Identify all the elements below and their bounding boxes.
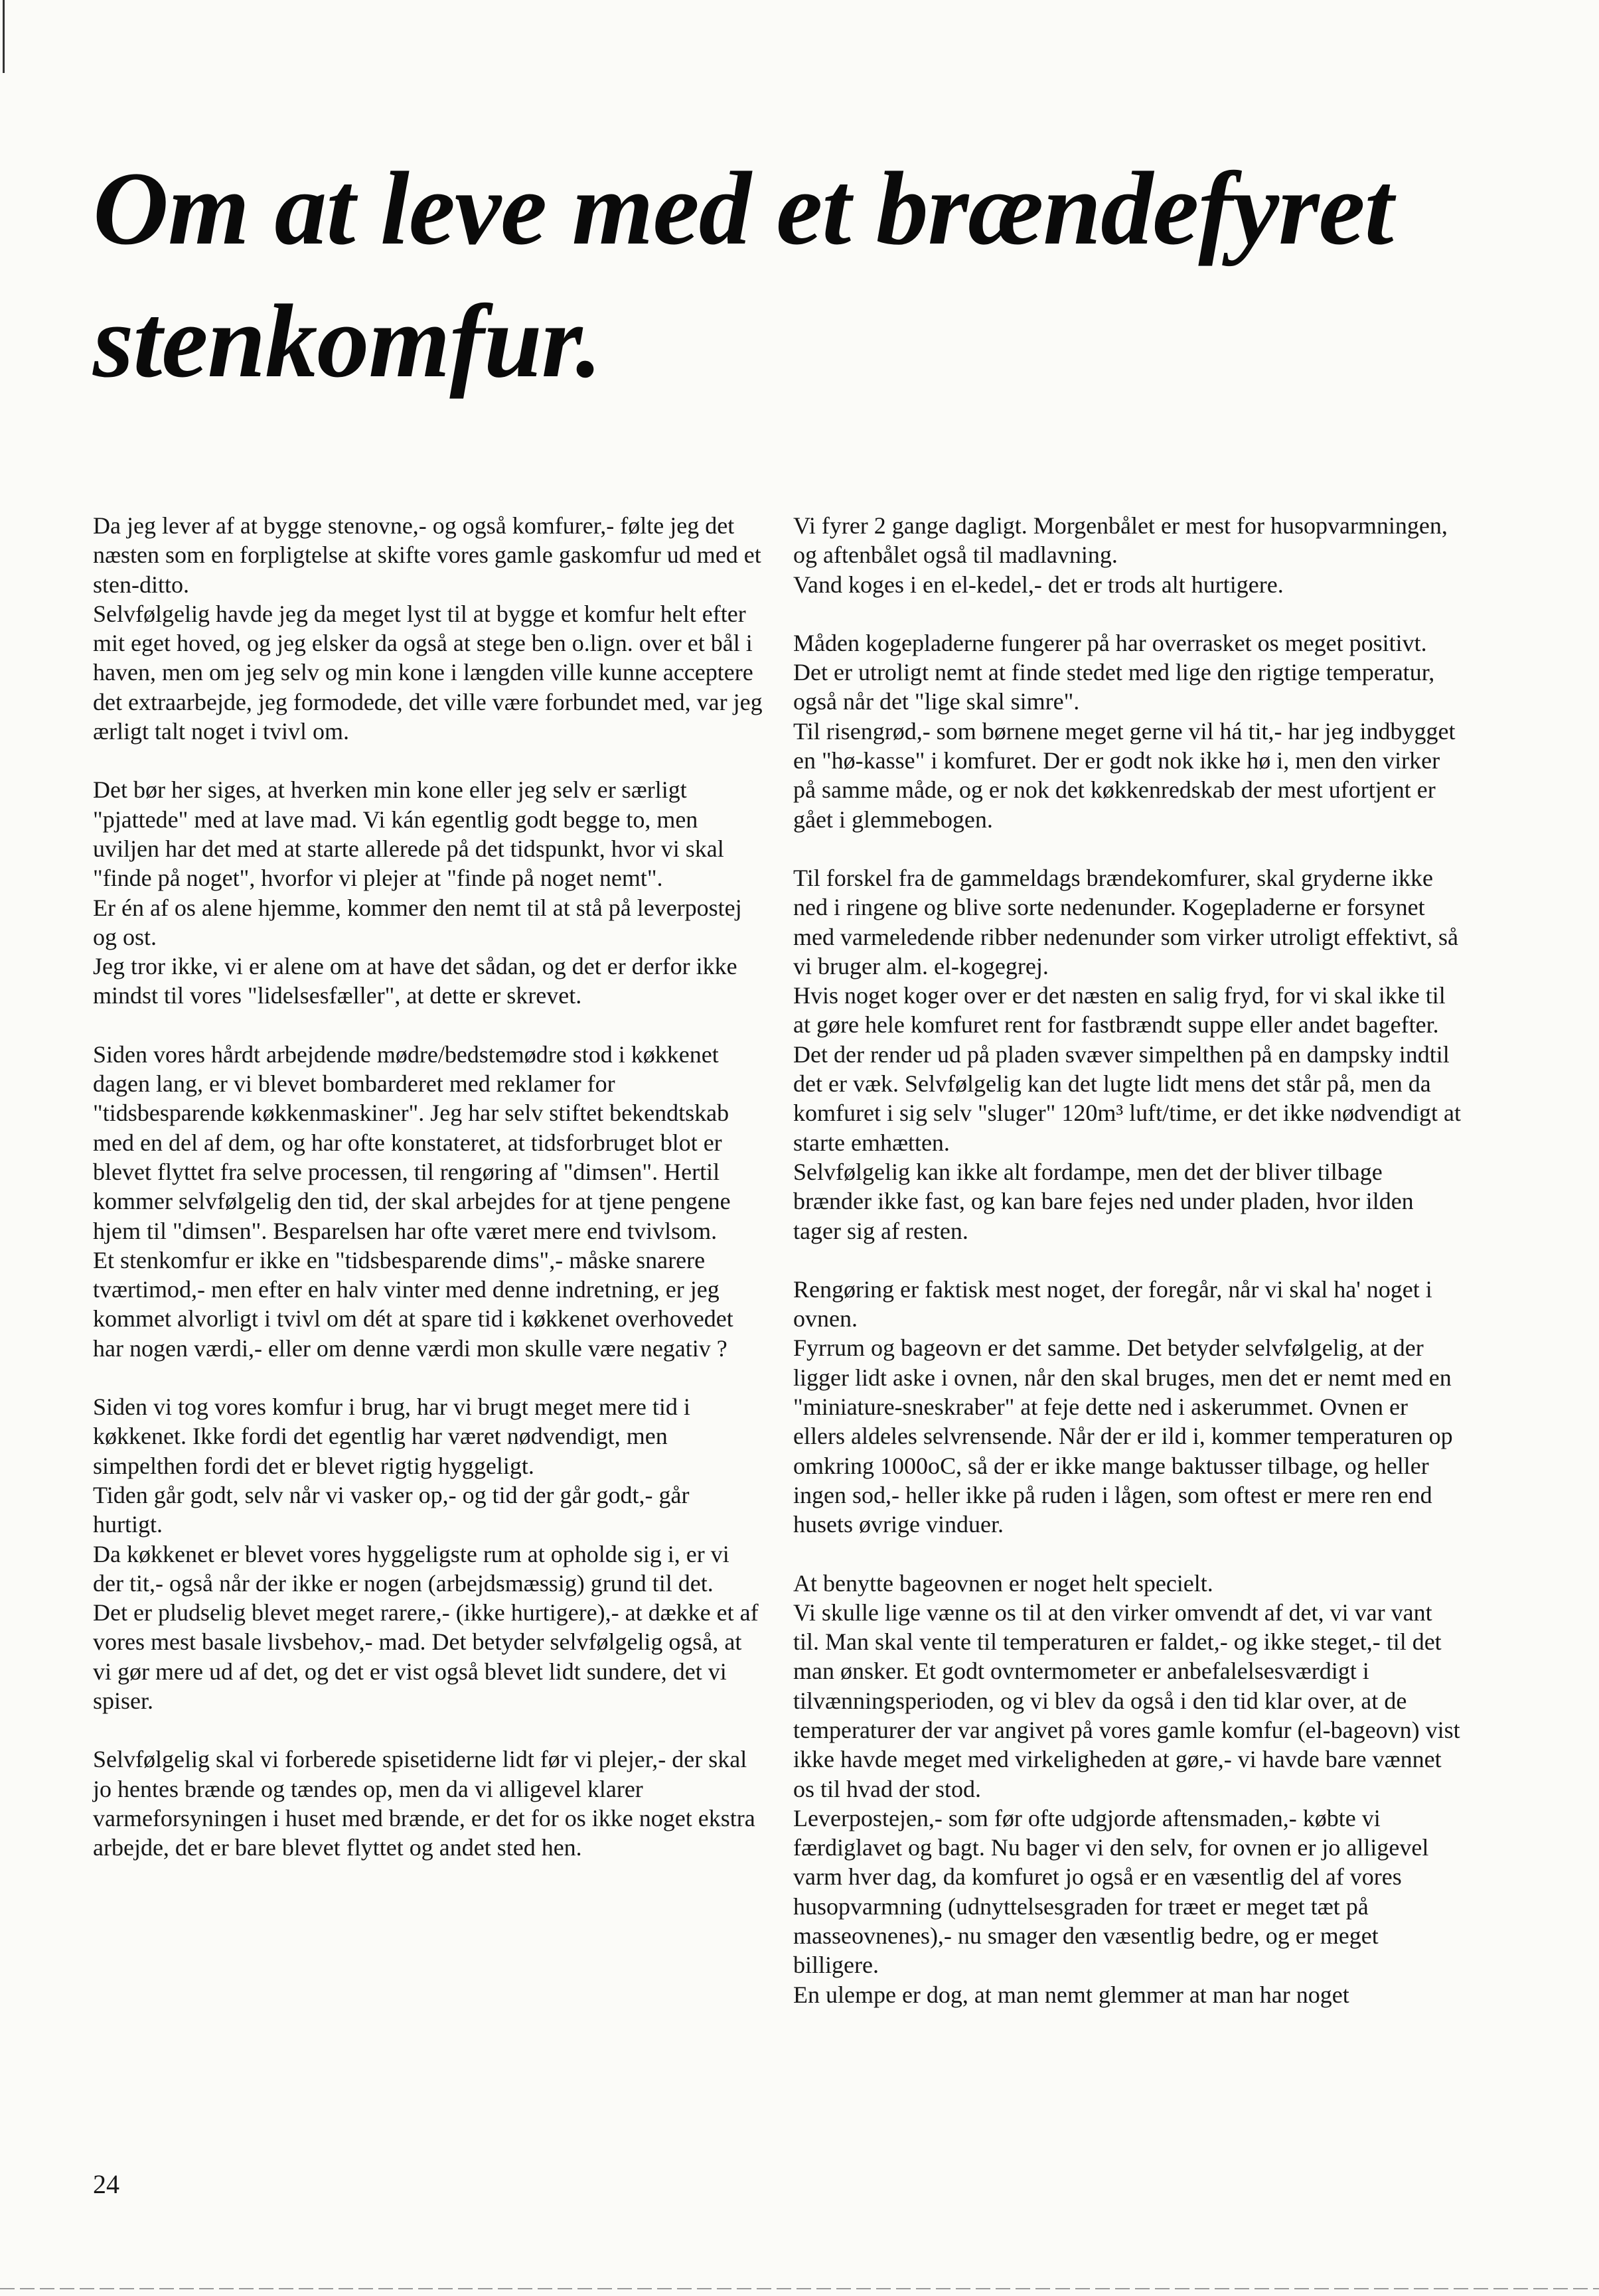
paragraph bbox=[793, 863, 1464, 1246]
text-line: Vand koges i en el-kedel,- det er trods alt hurtigere. bbox=[793, 571, 1284, 598]
page-number: 24 bbox=[93, 2169, 119, 2199]
text-line: Tiden går godt, selv når vi vasker op,- og tid der går godt,- går hurtigt. bbox=[93, 1481, 690, 1538]
paragraph bbox=[93, 1392, 763, 1715]
text-line: Vi skulle lige vænne os til at den virker omvendt af det, vi var vant til. Man skal vente til temperaturen er faldet,- og ikke steget,- til det man ønsker. Et godt ovntermometer er anbefalelsesværdigt i tilvænningsperioden, og vi blev da også i den tid klar over, at de temperaturer der var angivet på vores gamle komfur (el-bageovn) vist ikke havde meget med virkeligheden at gøre,- vi havde bare vænnet os til hvad der stod. bbox=[793, 1599, 1460, 1802]
page-edge-mark bbox=[3, 0, 5, 73]
paragraph bbox=[793, 1569, 1464, 2009]
footer-rule bbox=[0, 2288, 1599, 2289]
text-line: Selvfølgelig kan ikke alt fordampe, men det der bliver tilbage brænder ikke fast, og kan bare fejes ned under pladen, hvor ilden tager sig af resten. bbox=[793, 1158, 1414, 1244]
text-line: Selvfølgelig skal vi forberede spisetiderne lidt før vi plejer,- der skal jo hentes brænde og tændes op, men da vi alligevel klarer varmeforsyningen i huset med brænde, er det for os ikke noget ekstra arbejde, det er bare blevet flyttet og andet sted hen. bbox=[93, 1746, 755, 1861]
text-line: Rengøring er faktisk mest noget, der foregår, når vi skal ha' noget i ovnen. bbox=[793, 1275, 1432, 1332]
text-line: Fyrrum og bageovn er det samme. Det betyder selvfølgelig, at der ligger lidt aske i ovnen, når den skal bruges, men det er nemt med en "miniature-sneskraber" at feje dette ned i askerummet. Ovnen er ellers aldeles selvrensende. Når der er ild i, kommer temperaturen op omkring 1000oC, så der er ikke mange baktusser tilbage, og heller ingen sod,- heller ikke på ruden i lågen, som oftest er mere ren end husets øvrige vinduer. bbox=[793, 1334, 1453, 1538]
paragraph bbox=[793, 511, 1464, 599]
text-line: Det bør her siges, at hverken min kone eller jeg selv er særligt "pjattede" med at lave mad. Vi kán egentlig godt begge to, men uviljen har det med at starte allerede på det tidspunkt, hvor vi skal "finde på noget", hvorfor vi plejer at "finde på noget nemt". bbox=[93, 776, 724, 892]
text-line: Til risengrød,- som børnene meget gerne vil há tit,- har jeg indbygget en "hø-kasse" i komfuret. Der er godt nok ikke hø i, men den virker på samme måde, og er nok det køkkenredskab der mest ufortjent er gået i glemmebogen. bbox=[793, 717, 1456, 833]
text-line: En ulempe er dog, at man nemt glemmer at man har noget bbox=[793, 1981, 1349, 2008]
text-line: At benytte bageovnen er noget helt specielt. bbox=[793, 1569, 1213, 1597]
paragraph bbox=[93, 511, 763, 746]
paragraph bbox=[93, 1040, 763, 1363]
left-column bbox=[93, 511, 763, 1891]
text-line: Et stenkomfur er ikke en "tidsbesparende dims",- måske snarere tværtimod,- men efter en halv vinter med denne indretning, er jeg kommet alvorligt i tvivl om dét at spare tid i køkkenet overhovedet har nogen værdi,- eller om denne værdi mon skulle være negativ ? bbox=[93, 1246, 733, 1362]
text-line: Til forskel fra de gammeldags brændekomfurer, skal gryderne ikke ned i ringene og blive sorte nedenunder. Kogepladerne er forsynet med varmeledende ribber nedenunder som virker utroligt effektivt, så vi bruger alm. el-kogegrej. bbox=[793, 864, 1458, 979]
text-line: Måden kogepladerne fungerer på har overrasket os meget positivt. Det er utroligt nemt at finde stedet med lige den rigtige temperatur, også når det "lige skal simre". bbox=[793, 629, 1435, 715]
article-title: Om at leve med et brændefyret stenkomfur. bbox=[93, 151, 1393, 399]
text-line: Hvis noget koger over er det næsten en salig fryd, for vi skal ikke til at gøre hele komfuret rent for fastbrændt suppe eller andet bagefter. Det der render ud på pladen svæver simpelthen på en dampsky indtil det er væk. Selvfølgelig kan det lugte lidt mens det står på, men da komfuret i sig selv "sluger" 120m³ luft/time, er det ikke nødvendigt at starte emhætten. bbox=[793, 982, 1461, 1156]
text-line: Er én af os alene hjemme, kommer den nemt til at stå på leverpostej og ost. bbox=[93, 894, 742, 950]
paragraph bbox=[93, 775, 763, 1010]
text-line: Det er pludselig blevet meget rarere,- (ikke hurtigere),- at dække et af vores mest basale livsbehov,- mad. Det betyder selvfølgelig også, at vi gør mere ud af det, og det er vist også blevet lidt sundere, det vi spiser. bbox=[93, 1599, 759, 1714]
paragraph bbox=[793, 1275, 1464, 1540]
text-line: Siden vi tog vores komfur i brug, har vi brugt meget mere tid i køkkenet. Ikke fordi det egentlig har været nødvendigt, men simpelthen fordi det er blevet rigtig hyggeligt. bbox=[93, 1394, 690, 1479]
text-line: Vi fyrer 2 gange dagligt. Morgenbålet er mest for husopvarmningen, og aftenbålet også til madlavning. bbox=[793, 512, 1448, 569]
paragraph bbox=[793, 628, 1464, 834]
text-line: Selvfølgelig havde jeg da meget lyst til at bygge et komfur helt efter mit eget hoved, og jeg elsker da også at stege ben o.lign. over et bål i haven, men om jeg selv og min kone i længden ville kunne acceptere det extraarbejde, jeg formodede, det ville være forbundet med, var jeg ærligt talt noget i tvivl om. bbox=[93, 600, 763, 745]
text-line: Leverpostejen,- som før ofte udgjorde aftensmaden,- købte vi færdiglavet og bagt. Nu bager vi den selv, for ovnen er jo alligevel varm hver dag, da komfuret jo også er en væsentlig del af vores husopvarmning (udnyttelsesgraden for træet er meget tæt på masseovnenes),- nu smager den væsentlig bedre, og er meget billigere. bbox=[793, 1804, 1429, 1979]
paragraph bbox=[93, 1745, 763, 1862]
text-line: Da jeg lever af at bygge stenovne,- og også komfurer,- følte jeg det næsten som en forpligtelse at skifte vores gamle gaskomfur ud med et sten-ditto. bbox=[93, 512, 761, 598]
text-line: Jeg tror ikke, vi er alene om at have det sådan, og det er derfor ikke mindst til vores "lidelsesfæller", at dette er skrevet. bbox=[93, 953, 737, 1009]
right-column bbox=[793, 511, 1464, 2039]
text-line: Siden vores hårdt arbejdende mødre/bedstemødre stod i køkkenet dagen lang, er vi blevet bombarderet med reklamer for "tidsbesparende køkkenmaskiner". Jeg har selv stiftet bekendtskab med en del af dem, og har ofte konstateret, at tidsforbruget blot er blevet flyttet fra selve processen, til rengøring af "dimsen". Hertil kommer selvfølgelig den tid, der skal arbejdes for at tjene pengene hjem til "dimsen". Besparelsen har ofte været mere end tvivlsom. bbox=[93, 1040, 731, 1244]
text-line: Da køkkenet er blevet vores hyggeligste rum at opholde sig i, er vi der tit,- også når der ikke er nogen (arbejdsmæssig) grund til det. bbox=[93, 1540, 729, 1597]
